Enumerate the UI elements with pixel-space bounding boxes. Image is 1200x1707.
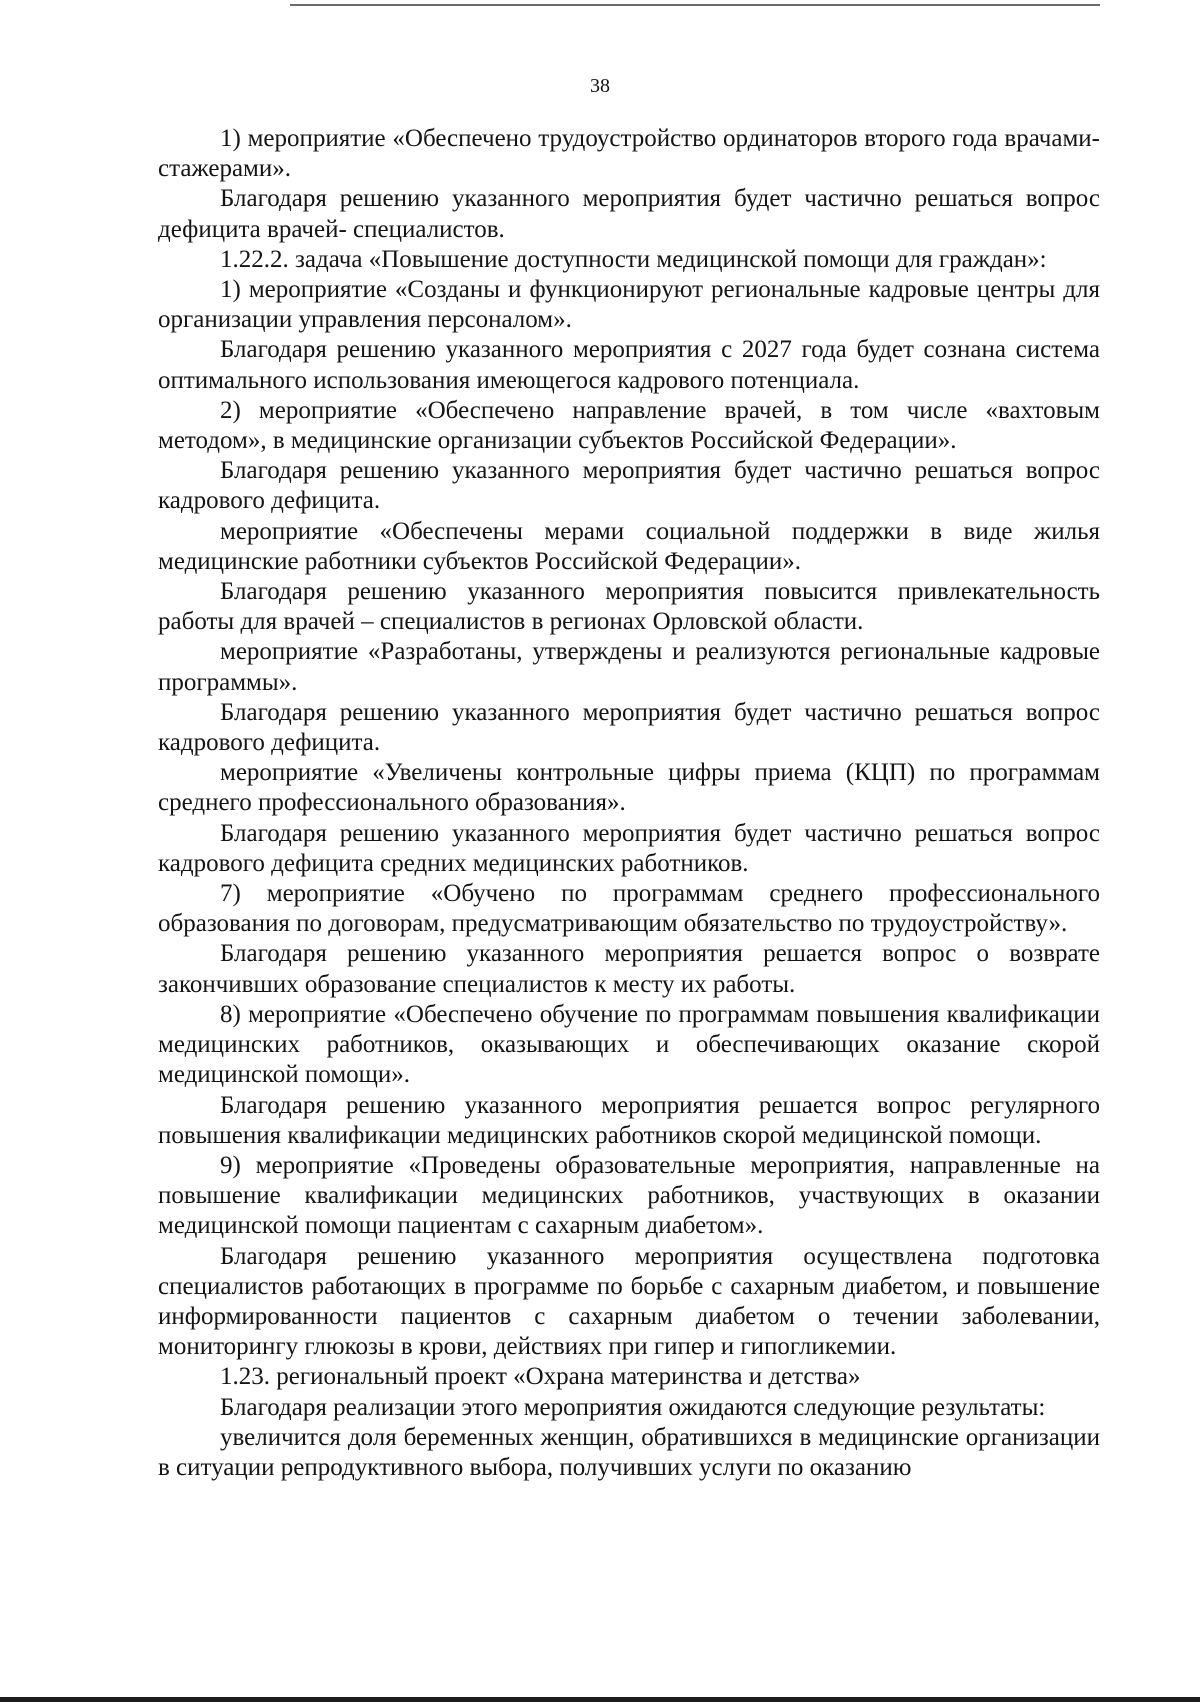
paragraph-12: мероприятие «Увеличены контрольные цифры приема (КЦП) по программам среднего профессионального образования». (158, 759, 1100, 817)
paragraph-14: 7) мероприятие «Обучено по программам среднего профессионального образования по договорам, предусматривающим обязательство по трудоустройству». (158, 880, 1100, 938)
paragraph-7: Благодаря решению указанного мероприятия будет частично решаться вопрос кадрового дефицита. (158, 457, 1100, 515)
paragraph-9: Благодаря решению указанного мероприятия повысится привлекательность работы для врачей – специалистов в регионах Орловской области. (158, 578, 1100, 636)
paragraph-11: Благодаря решению указанного мероприятия будет частично решаться вопрос кадрового дефицита. (158, 698, 1100, 757)
page-number: 38 (590, 75, 610, 97)
paragraph-5: Благодаря решению указанного мероприятия с 2027 года будет сознана система оптимального использования имеющегося кадрового потенциала. (158, 336, 1100, 394)
paragraph-18: 9) мероприятие «Проведены образовательные мероприятия, направленные на повышение квалификации медицинских работников, участвующих в оказании медицинской помощи пациентам с сахарным диабетом». (158, 1151, 1100, 1240)
paragraph-15: Благодаря решению указанного мероприятия решается вопрос о возврате закончивших образование специалистов к месту их работы. (158, 940, 1100, 998)
scan-edge-top (290, 4, 1100, 6)
paragraph-17: Благодаря решению указанного мероприятия решается вопрос регулярного повышения квалификации медицинских работников скорой медицинской помощи. (158, 1091, 1100, 1149)
document-body (158, 124, 1100, 1483)
paragraph-10: мероприятие «Разработаны, утверждены и реализуются региональные кадровые программы». (158, 638, 1100, 696)
paragraph-1: 1) мероприятие «Обеспечено трудоустройство ординаторов второго года врачами-стажерами». (158, 125, 1100, 183)
paragraph-2: Благодаря решению указанного мероприятия будет частично решаться вопрос дефицита врачей- специалистов. (158, 185, 1100, 243)
paragraph-16: 8) мероприятие «Обеспечено обучение по программам повышения квалификации медицинских работников, оказывающих и обеспечивающих оказание скорой медицинской помощи». (158, 1000, 1100, 1089)
paragraph-20: 1.23. региональный проект «Охрана материнства и детства» (220, 1363, 861, 1391)
paragraph-3: 1.22.2. задача «Повышение доступности медицинской помощи для граждан»: (220, 245, 1047, 273)
paragraph-4: 1) мероприятие «Созданы и функционируют региональные кадровые центры для организации управления персоналом». (158, 276, 1100, 334)
paragraph-13: Благодаря решению указанного мероприятия будет частично решаться вопрос кадрового дефицита средних медицинских работников. (158, 819, 1100, 877)
paragraph-8: мероприятие «Обеспечены мерами социальной поддержки в виде жилья медицинские работники субъектов Российской Федерации». (158, 517, 1100, 575)
paragraph-6: 2) мероприятие «Обеспечено направление врачей, в том числе «вахтовым методом», в медицинские организации субъектов Российской Федерации». (158, 396, 1100, 455)
scan-edge-bottom (0, 1697, 1200, 1702)
paragraph-21: Благодаря реализации этого мероприятия ожидаются следующие результаты: (220, 1393, 1046, 1421)
paragraph-19: Благодаря решению указанного мероприятия осуществлена подготовка специалистов работающих в программе по борьбе с сахарным диабетом, и повышение информированности пациентов с сахарным диабетом о течении заболевании, мониторингу глюкозы в крови, действиях при гипер и гипогликемии. (158, 1242, 1100, 1361)
paragraph-22: увеличится доля беременных женщин, обратившихся в медицинские организации в ситуации репродуктивного выбора, получивших услуги по оказанию (158, 1423, 1100, 1481)
